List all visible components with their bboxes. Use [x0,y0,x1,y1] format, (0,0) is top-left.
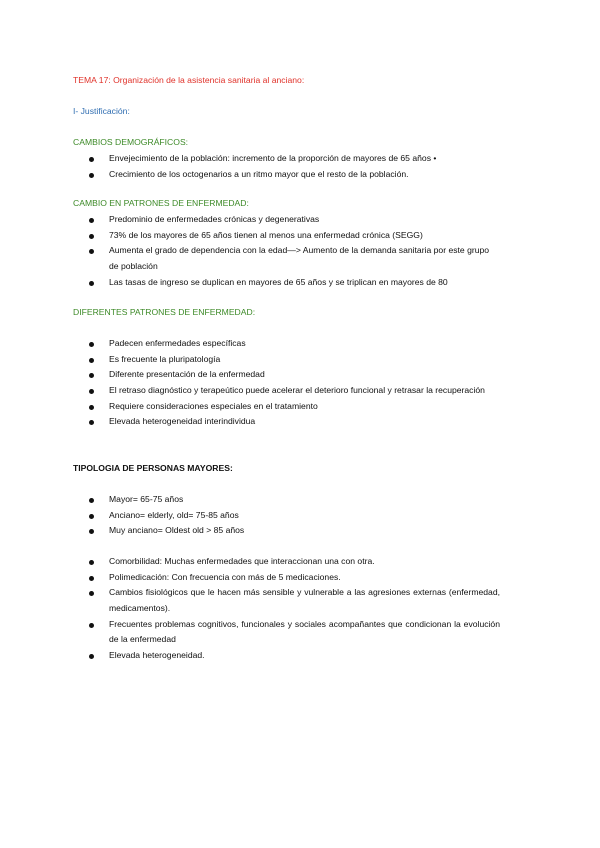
list-item: Diferente presentación de la enfermedad [73,367,500,383]
list-item: Anciano= elderly, old= 75-85 años [73,508,500,524]
heading-tipologia: TIPOLOGIA DE PERSONAS MAYORES: [73,463,233,473]
list-diferentes-patrones [73,336,500,430]
list-item: Polimedicación: Con frecuencia con más de 5 medicaciones. [73,570,500,586]
list-item: Envejecimiento de la población: incremento de la proporción de mayores de 65 años • [73,151,500,167]
list-tipologia [73,492,500,539]
list-item: 73% de los mayores de 65 años tienen al menos una enfermedad crónica (SEGG) [73,228,500,244]
list-item: Elevada heterogeneidad. [73,648,500,664]
heading-diferentes-patrones: DIFERENTES PATRONES DE ENFERMEDAD: [73,307,256,317]
list-item: Elevada heterogeneidad interindividua [73,414,500,430]
list-item: Requiere consideraciones especiales en el tratamiento [73,399,500,415]
list-item: Mayor= 65-75 años [73,492,500,508]
list-item: Aumenta el grado de dependencia con la edad—> Aumento de la demanda sanitaria por este grupo de población [73,243,500,274]
list-item: Frecuentes problemas cognitivos, funcionales y sociales acompañantes que condicionan la evolución de la enfermedad [73,617,500,648]
list-item: El retraso diagnóstico y terapeútico puede acelerar el deterioro funcional y retrasar la recuperación [73,383,500,399]
list-caracteristicas [73,554,500,663]
section-subtitle: I- Justificación: [73,106,130,116]
list-item: Cambios fisiológicos que le hacen más sensible y vulnerable a las agresiones externas (enfermedad, medicamentos). [73,585,500,616]
list-item: Padecen enfermedades específicas [73,336,500,352]
list-item: Crecimiento de los octogenarios a un ritmo mayor que el resto de la población. [73,167,500,183]
list-item: Es frecuente la pluripatología [73,352,500,368]
list-item: Predominio de enfermedades crónicas y degenerativas [73,212,500,228]
list-cambios-demograficos [73,151,500,182]
list-item: Muy anciano= Oldest old > 85 años [73,523,500,539]
list-item: Comorbilidad: Muchas enfermedades que interaccionan una con otra. [73,554,500,570]
list-cambio-patrones [73,212,500,290]
heading-cambios-demograficos: CAMBIOS DEMOGRÁFICOS: [73,137,189,147]
list-item: Las tasas de ingreso se duplican en mayores de 65 años y se triplican en mayores de 80 [73,275,500,291]
page-title: TEMA 17: Organización de la asistencia sanitaria al anciano: [73,75,305,85]
heading-cambio-patrones: CAMBIO EN PATRONES DE ENFERMEDAD: [73,198,249,208]
